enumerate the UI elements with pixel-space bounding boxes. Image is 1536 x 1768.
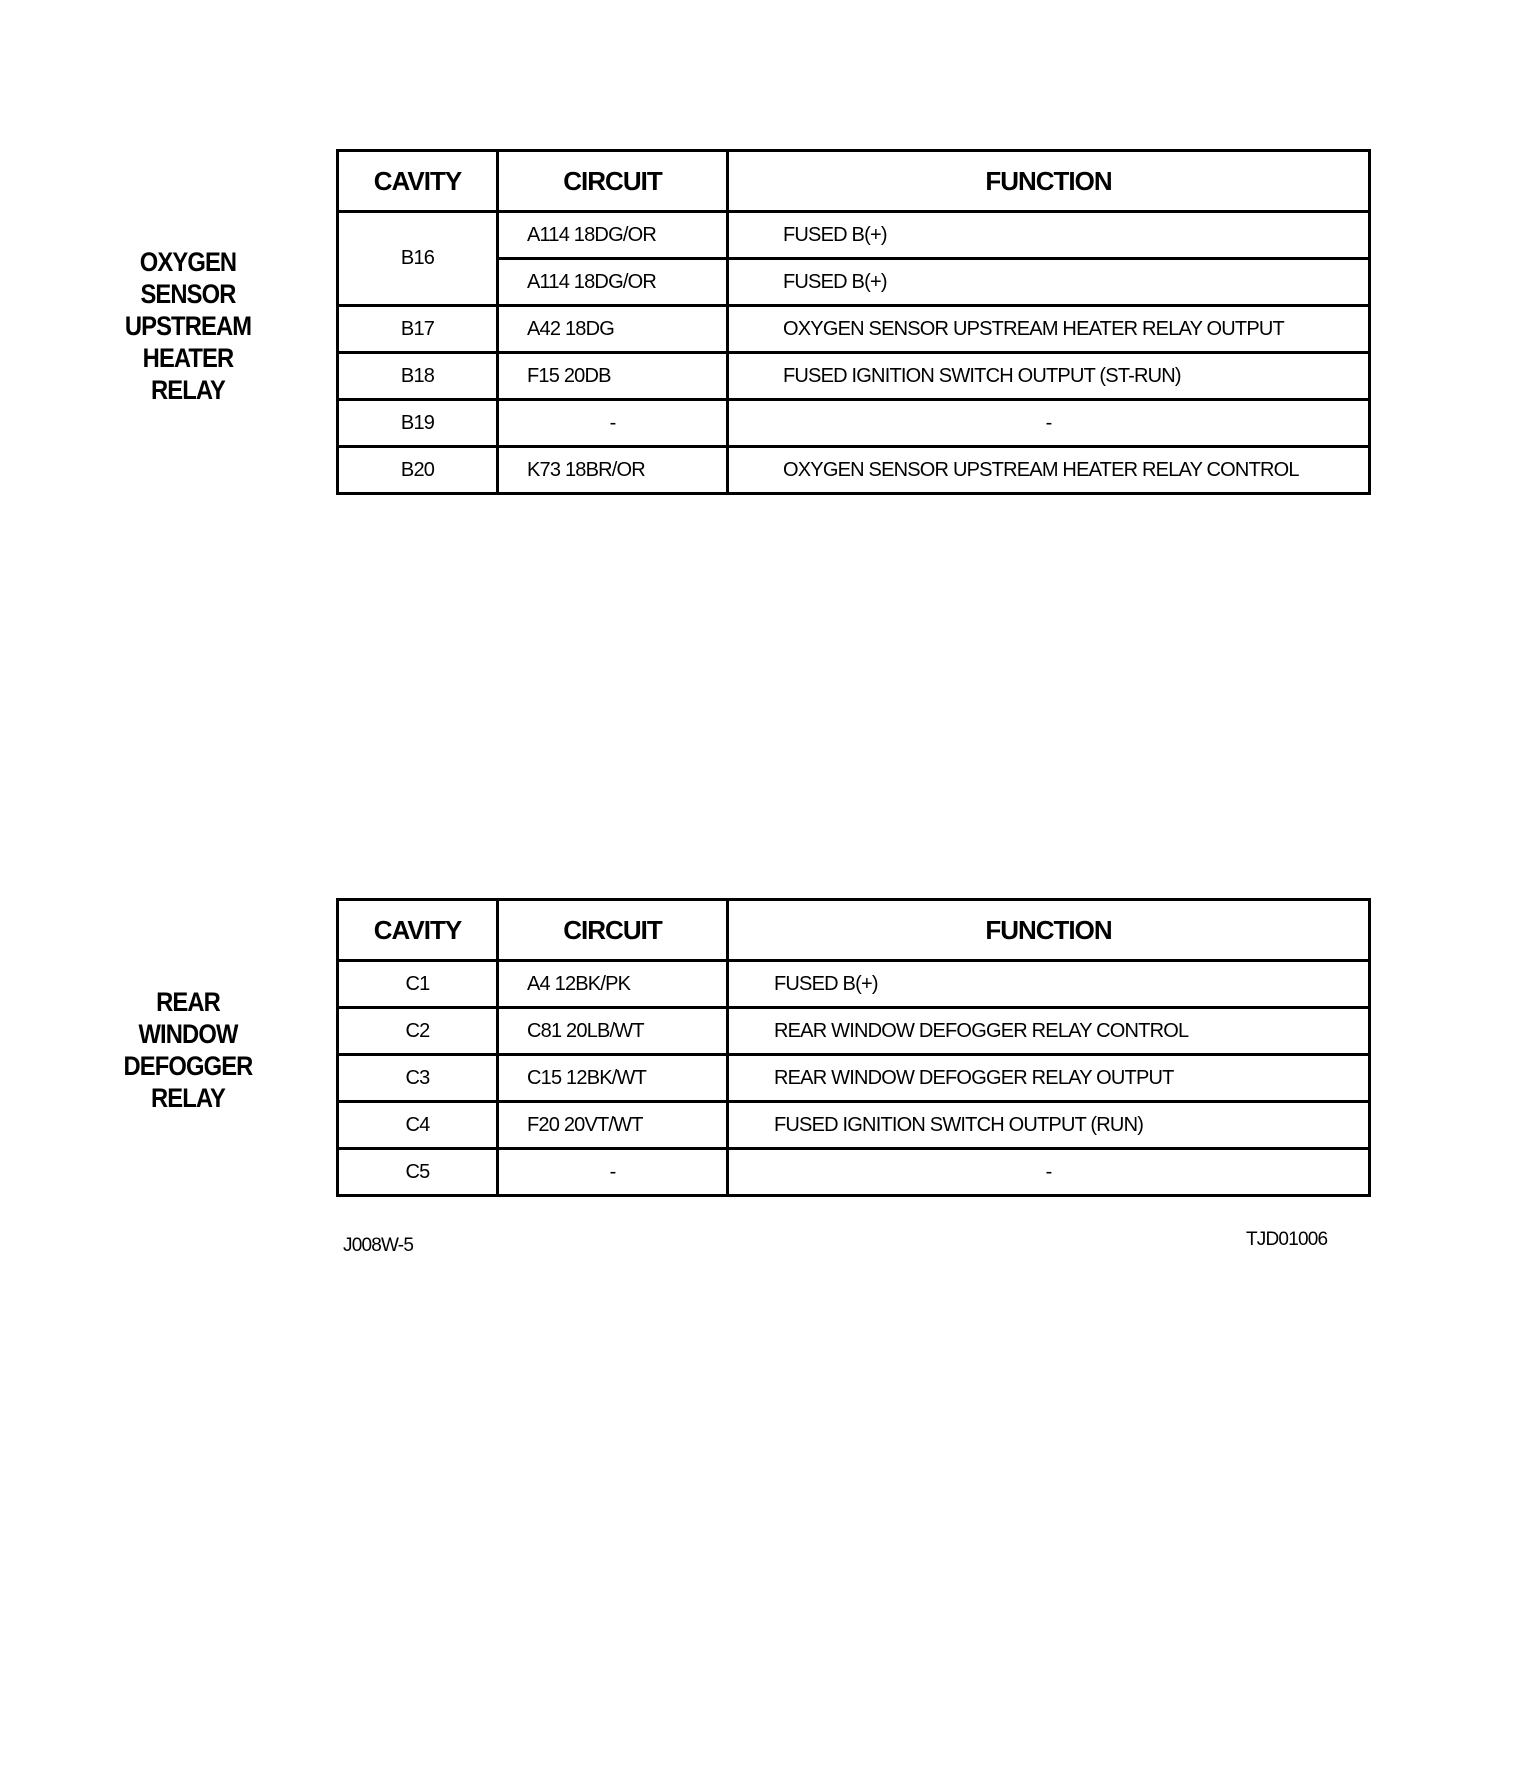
cavity-cell: C1: [338, 961, 498, 1008]
table-header-row: [338, 900, 1370, 961]
circuit-cell: A4 12BK/PK: [498, 961, 728, 1008]
rear-window-defogger-relay-label: [108, 986, 268, 1114]
oxygen-sensor-relay-label: [108, 246, 268, 406]
circuit-cell: C81 20LB/WT: [498, 1008, 728, 1055]
table-row: [338, 1149, 1370, 1196]
function-cell: FUSED B(+): [728, 259, 1370, 306]
function-cell: FUSED B(+): [728, 212, 1370, 259]
table-row: [338, 353, 1370, 400]
circuit-cell: F20 20VT/WT: [498, 1102, 728, 1149]
cavity-cell: B18: [338, 353, 498, 400]
function-cell: FUSED B(+): [728, 961, 1370, 1008]
rear-window-defogger-relay-table: [336, 898, 1371, 1197]
label-line: RELAY: [151, 1083, 225, 1113]
label-line: UPSTREAM: [124, 311, 252, 341]
cavity-cell: B16: [338, 212, 498, 306]
table-row: [338, 961, 1370, 1008]
label-line: REAR: [156, 987, 220, 1017]
figure-id-right: TJD01006: [1246, 1229, 1328, 1250]
oxygen-sensor-relay-table: [336, 149, 1371, 495]
label-line: OXYGEN: [139, 247, 237, 277]
function-cell: OXYGEN SENSOR UPSTREAM HEATER RELAY OUTPUT: [728, 306, 1370, 353]
label-line: HEATER: [142, 343, 234, 373]
cavity-cell: B19: [338, 400, 498, 447]
function-cell: REAR WINDOW DEFOGGER RELAY CONTROL: [728, 1008, 1370, 1055]
cavity-cell: B20: [338, 447, 498, 494]
cavity-cell: C2: [338, 1008, 498, 1055]
table-row: [338, 1055, 1370, 1102]
function-cell: REAR WINDOW DEFOGGER RELAY OUTPUT: [728, 1055, 1370, 1102]
label-line: SENSOR: [140, 279, 236, 309]
table-row: [338, 400, 1370, 447]
circuit-cell: A42 18DG: [498, 306, 728, 353]
function-cell: -: [728, 1149, 1370, 1196]
header-cavity: CAVITY: [338, 900, 498, 961]
circuit-cell: -: [498, 1149, 728, 1196]
table-row: [338, 212, 1370, 259]
header-cavity: CAVITY: [338, 151, 498, 212]
circuit-cell: A114 18DG/OR: [498, 259, 728, 306]
function-cell: FUSED IGNITION SWITCH OUTPUT (ST-RUN): [728, 353, 1370, 400]
circuit-cell: F15 20DB: [498, 353, 728, 400]
table-header-row: [338, 151, 1370, 212]
circuit-cell: A114 18DG/OR: [498, 212, 728, 259]
header-circuit: CIRCUIT: [498, 151, 728, 212]
table-row: [338, 306, 1370, 353]
cavity-cell: B17: [338, 306, 498, 353]
circuit-cell: K73 18BR/OR: [498, 447, 728, 494]
circuit-cell: -: [498, 400, 728, 447]
cavity-cell: C5: [338, 1149, 498, 1196]
header-function: FUNCTION: [728, 151, 1370, 212]
label-line: WINDOW: [138, 1019, 238, 1049]
cavity-cell: C4: [338, 1102, 498, 1149]
function-cell: FUSED IGNITION SWITCH OUTPUT (RUN): [728, 1102, 1370, 1149]
cavity-cell: C3: [338, 1055, 498, 1102]
header-function: FUNCTION: [728, 900, 1370, 961]
circuit-cell: C15 12BK/WT: [498, 1055, 728, 1102]
label-line: RELAY: [151, 375, 225, 405]
figure-id-left: J008W-5: [343, 1235, 414, 1256]
function-cell: -: [728, 400, 1370, 447]
header-circuit: CIRCUIT: [498, 900, 728, 961]
function-cell: OXYGEN SENSOR UPSTREAM HEATER RELAY CONTROL: [728, 447, 1370, 494]
table-row: [338, 1102, 1370, 1149]
label-line: DEFOGGER: [123, 1051, 253, 1081]
table-row: [338, 447, 1370, 494]
table-row: [338, 1008, 1370, 1055]
